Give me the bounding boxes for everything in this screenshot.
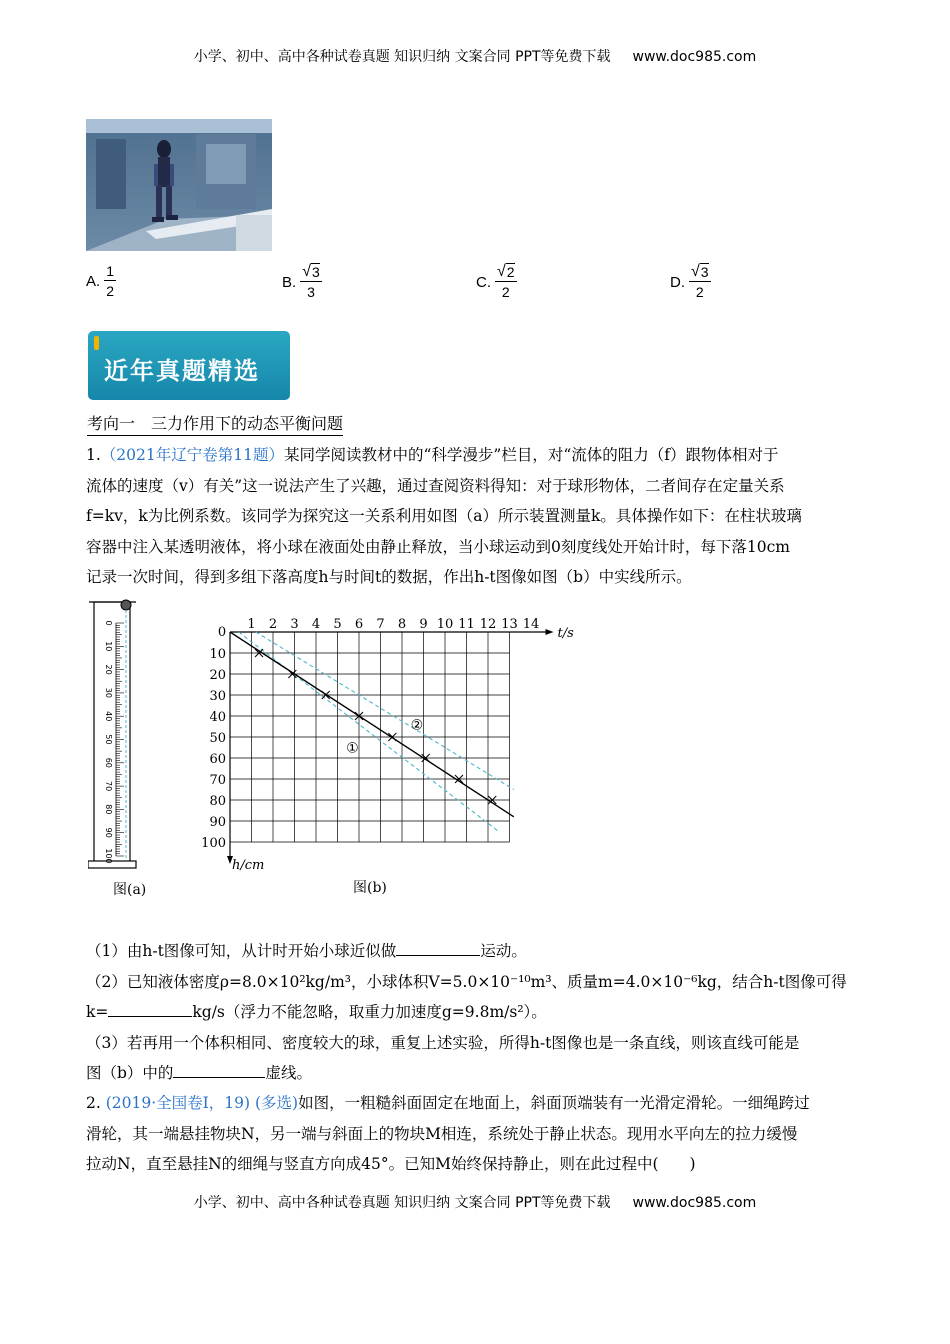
sub-question-3: （3）若再用一个体积相同、密度较大的球，重复上述实验，所得h-t图像也是一条直线，则该直线可能是 bbox=[86, 1033, 800, 1052]
ball bbox=[121, 600, 131, 610]
x-axis-label: t/s bbox=[557, 626, 574, 641]
y-tick-label: 50 bbox=[209, 731, 226, 746]
figure-a-caption: 图(a) bbox=[113, 882, 147, 898]
x-tick-label: 5 bbox=[333, 618, 342, 632]
answer-blank[interactable] bbox=[396, 955, 480, 956]
scale-label: 80 bbox=[104, 804, 113, 815]
denominator: 2 bbox=[695, 284, 704, 300]
figure-a bbox=[88, 598, 158, 877]
q1-text: 某同学阅读教材中的“科学漫步”栏目，对“流体的阻力（f）跟物体相对于 bbox=[283, 446, 779, 464]
scale-label: 90 bbox=[104, 827, 113, 838]
denominator: 3 bbox=[307, 284, 315, 300]
question-2 bbox=[86, 1088, 864, 1180]
footer-text: 小学、初中、高中各种试卷真题 知识归纳 文案合同 PPT等免费下载 bbox=[193, 1195, 611, 1211]
question-source: (2019·全国卷Ⅰ，19) (多选) bbox=[105, 1094, 299, 1112]
option-c[interactable] bbox=[476, 262, 517, 302]
q1-line: 容器中注入某透明液体，将小球在液面处由静止释放，当小球运动到0刻度线处开始计时，每下落10cm bbox=[86, 537, 790, 556]
numerator: 1 bbox=[106, 263, 114, 279]
x-tick-label: 2 bbox=[268, 618, 278, 632]
x-tick-label: 8 bbox=[397, 618, 407, 632]
y-tick-label: 30 bbox=[209, 689, 226, 704]
y-tick-label: 100 bbox=[201, 836, 226, 851]
page-footer bbox=[0, 1192, 950, 1212]
line-label-2: ② bbox=[410, 717, 424, 734]
y-axis-label: h/cm bbox=[232, 858, 265, 873]
q1-line: 流体的速度（v）有关”这一说法产生了兴趣，通过查阅资料得知：对于球形物体，二者间存在定量关系 bbox=[86, 476, 785, 495]
option-b[interactable] bbox=[282, 262, 322, 302]
x-tick-label: 9 bbox=[419, 618, 428, 632]
q1-line: 记录一次时间，得到多组下落高度h与时间t的数据，作出h-t图像如图（b）中实线所示。 bbox=[86, 568, 692, 586]
option-label: C. bbox=[476, 273, 491, 291]
scale-label: 70 bbox=[104, 781, 113, 792]
answer-blank[interactable] bbox=[108, 1016, 192, 1017]
sub-question-1: （1）由h-t图像可知，从计时开始小球近似做 运动。 bbox=[86, 942, 527, 960]
fraction bbox=[495, 262, 517, 302]
y-tick-label: 70 bbox=[209, 773, 226, 788]
cylinder-diagram bbox=[88, 598, 158, 873]
sub-question-2-cont: k= kg/s（浮力不能忽略，取重力加速度g=9.8m/s²）。 bbox=[86, 1003, 547, 1021]
robot-photo bbox=[86, 119, 272, 251]
y-tick-label: 90 bbox=[209, 815, 226, 830]
x-tick-label: 14 bbox=[522, 618, 540, 632]
denominator: 2 bbox=[106, 283, 114, 299]
section-banner bbox=[88, 331, 290, 400]
banner-title: 近年真题精选 bbox=[104, 357, 260, 385]
banner-accent bbox=[94, 336, 99, 350]
option-d[interactable] bbox=[670, 262, 711, 302]
question-number: 2. bbox=[86, 1094, 101, 1112]
option-label: B. bbox=[282, 273, 297, 291]
section-title: 考向一 三力作用下的动态平衡问题 bbox=[87, 411, 343, 436]
x-tick-label: 7 bbox=[376, 618, 385, 632]
option-a[interactable] bbox=[86, 262, 116, 301]
ht-chart bbox=[195, 618, 575, 883]
y-tick-label: 60 bbox=[209, 752, 226, 767]
scale-label: 40 bbox=[104, 711, 113, 722]
numerator: √ 2 bbox=[497, 263, 515, 280]
x-tick-label: 10 bbox=[436, 618, 454, 632]
scale-label: 20 bbox=[104, 664, 113, 675]
option-label: D. bbox=[670, 273, 685, 291]
x-tick-label: 1 bbox=[247, 618, 256, 632]
scale-label: 60 bbox=[104, 757, 113, 768]
sub-question-2: （2）已知液体密度ρ=8.0×10²kg/m³，小球体积V=5.0×10⁻¹⁰m³、质量m=4.0×10⁻⁶kg，结合h-t图像可得 bbox=[86, 972, 847, 991]
question-1 bbox=[86, 440, 864, 593]
scale-label: 0 bbox=[104, 620, 113, 626]
solid-line bbox=[230, 632, 514, 817]
scale-label: 100 bbox=[104, 848, 113, 864]
q1-subquestions bbox=[86, 936, 864, 1089]
fraction bbox=[104, 262, 116, 301]
q2-line: 拉动N，直至悬挂N的细绳与竖直方向成45°。已知M始终保持静止，则在此过程中( ) bbox=[86, 1155, 696, 1173]
numerator: √ 3 bbox=[302, 263, 320, 280]
question-number: 1. bbox=[86, 446, 101, 464]
origin-label: 0 bbox=[217, 625, 227, 640]
x-tick-label: 13 bbox=[501, 618, 518, 632]
figure-b-caption: 图(b) bbox=[353, 880, 387, 896]
fraction bbox=[300, 262, 322, 302]
sub-question-3-cont: 图（b）中的 虚线。 bbox=[86, 1064, 312, 1082]
x-tick-label: 4 bbox=[311, 618, 321, 632]
figure-b bbox=[195, 618, 575, 887]
q2-line: 滑轮，其一端悬挂物块N，另一端与斜面上的物块M相连，系统处于静止状态。现用水平向左的拉力缓慢 bbox=[86, 1124, 798, 1143]
dashed-line bbox=[239, 632, 499, 832]
header-text: 小学、初中、高中各种试卷真题 知识归纳 文案合同 PPT等免费下载 bbox=[193, 49, 611, 65]
q1-line: f=kv，k为比例系数。该同学为探究这一关系利用如图（a）所示装置测量k。具体操作如下：在柱状玻璃 bbox=[86, 507, 802, 525]
x-tick-label: 6 bbox=[354, 618, 364, 632]
denominator: 2 bbox=[501, 284, 510, 300]
answer-blank[interactable] bbox=[173, 1077, 265, 1078]
option-label: A. bbox=[86, 273, 101, 290]
page-header bbox=[0, 46, 950, 66]
q1-line bbox=[86, 440, 864, 471]
scale-label: 50 bbox=[104, 734, 113, 745]
fraction bbox=[689, 262, 711, 302]
x-axis-arrow bbox=[546, 629, 554, 635]
x-tick-label: 11 bbox=[458, 618, 475, 632]
numerator: √ 3 bbox=[691, 263, 709, 280]
q2-line bbox=[86, 1088, 864, 1119]
footer-url[interactable]: www.doc985.com bbox=[632, 1195, 757, 1211]
y-tick-label: 80 bbox=[209, 794, 226, 809]
y-tick-label: 40 bbox=[209, 710, 226, 725]
question-source: （2021年辽宁卷第11题） bbox=[100, 446, 284, 464]
y-tick-label: 20 bbox=[209, 668, 226, 683]
x-tick-label: 3 bbox=[290, 618, 299, 632]
scale-label: 30 bbox=[104, 687, 113, 698]
line-label-1: ① bbox=[346, 740, 359, 757]
header-url[interactable]: www.doc985.com bbox=[632, 49, 757, 65]
x-tick-label: 12 bbox=[479, 618, 497, 632]
q2-text: 如图，一粗糙斜面固定在地面上，斜面顶端装有一光滑定滑轮。一细绳跨过 bbox=[298, 1094, 810, 1112]
y-tick-label: 10 bbox=[209, 647, 226, 662]
scale-label: 10 bbox=[104, 641, 113, 652]
